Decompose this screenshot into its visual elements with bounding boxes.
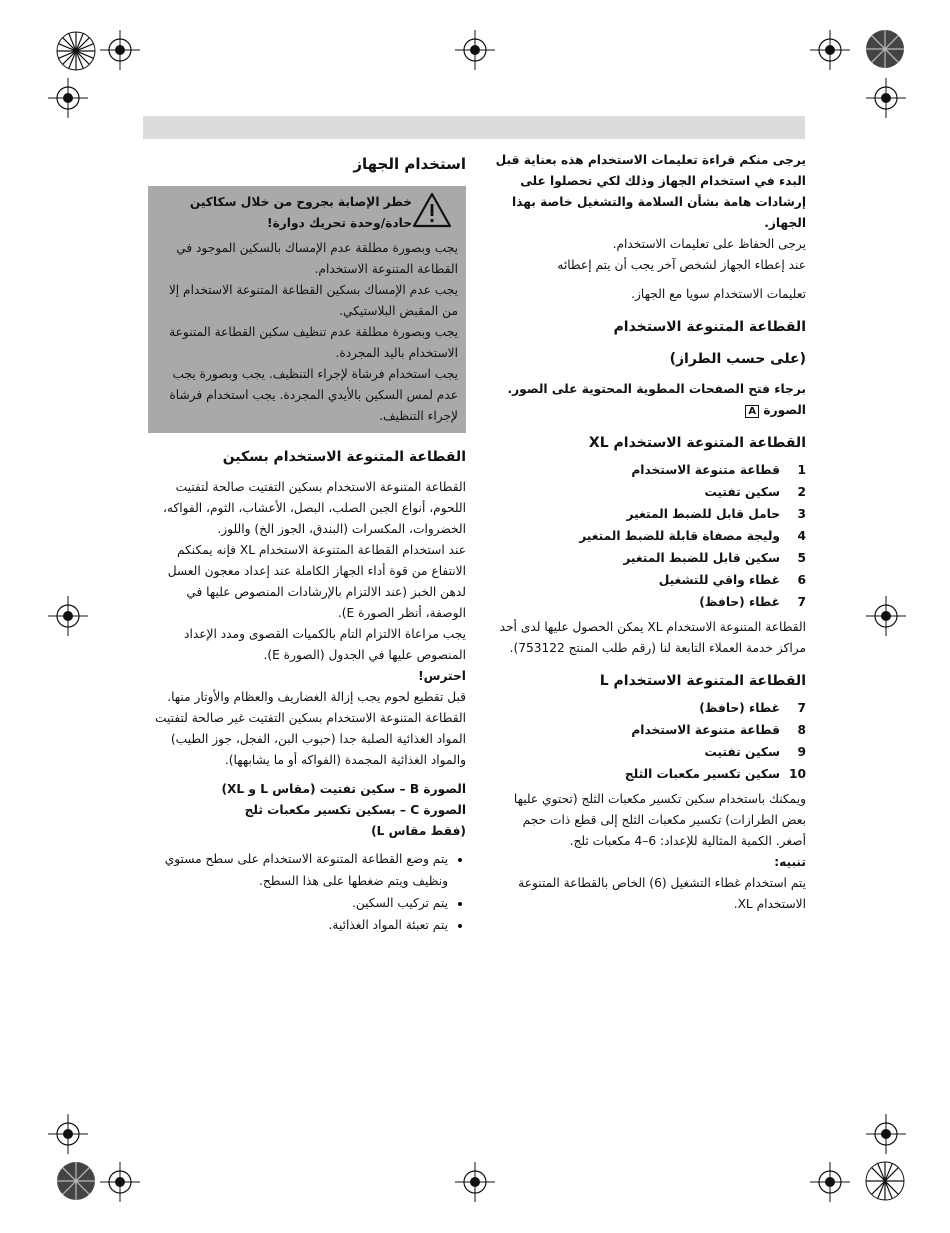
list-item: 5 سكين قابل للضبط المتغير	[623, 551, 806, 565]
list-item: 7 غطاء (حافظ)	[699, 701, 806, 715]
figure-b-caption: الصورة B – سكين تفتيت (مقاس L و XL)	[221, 782, 466, 796]
registration-crosshair-icon	[100, 30, 140, 70]
section-subheading-model: (على حسب الطراز)	[669, 351, 806, 367]
registration-dark-starburst-icon	[55, 1160, 97, 1202]
figure-reference-a	[490, 400, 806, 421]
list-item: • يتم تركيب السكين.	[148, 892, 448, 914]
unsuitable-note: القطاعة المتنوعة الاستخدام بسكين التفتيت غير صالحة لتفتيت المواد الغذائية الصلبة جدا (حبوب البن، الفجل، جوز الطيب) والمواد الغذائية المجمدة (الفواكه أو ما يشابهها).	[155, 711, 466, 767]
knife-paragraph: القطاعة المتنوعة الاستخدام بسكين التفتيت صالحة لتفتيت اللحوم، أنواع الجبن الصلب، البصل، الأعشاب، الثوم، الفواكه، الخضروات، المكسرات (البندق، الجوز الخ) واللوز.	[162, 480, 466, 536]
knife-paragraph: يجب مراعاة الالتزام التام بالكميات القصوى ومدد الإعداد المنصوص عليها في الجدول (الصورة E).	[184, 627, 466, 662]
l-heading: القطاعة المتنوعة الاستخدام L	[599, 673, 806, 689]
knife-heading: القطاعة المتنوعة الاستخدام بسكين	[222, 449, 466, 465]
figure-c-caption: الصورة C – بسكين تكسير مكعبات ثلج	[244, 803, 466, 817]
list-item: 7 غطاء (حافظ)	[699, 595, 806, 609]
xl-heading: القطاعة المتنوعة الاستخدام XL	[588, 435, 806, 451]
xl-parts-list	[490, 459, 806, 613]
warning-box	[148, 186, 466, 433]
figure-label: الصورة	[763, 403, 806, 417]
registration-crosshair-icon	[866, 1114, 906, 1154]
xl-availability-note: القطاعة المتنوعة الاستخدام XL يمكن الحصول عليها لدى أحد مراكز خدمة العملاء التابعة لنا (رقم طلب المنتج 753122).	[499, 620, 806, 655]
list-item: 8 قطاعة متنوعة الاستخدام	[631, 723, 806, 737]
section-heading-cutter: القطاعة المتنوعة الاستخدام	[613, 319, 806, 335]
steps-list	[148, 848, 466, 936]
list-item: 9 سكين تفتيت	[704, 745, 806, 759]
left-column	[148, 152, 466, 936]
list-item: 4 وليجة مصفاة قابلة للضبط المتغير	[579, 529, 806, 543]
registration-crosshair-icon	[866, 78, 906, 118]
l-parts-list	[490, 697, 806, 785]
knife-paragraph: عند استخدام القطاعة المتنوعة الاستخدام XL فإنه يمكنكم الانتفاع من قوة أداء الجهاز الكاملة عند إعداد معجون العسل لدهن الخبز (عند الالتزام بالإرشادات المنصوص عليها في الوصفة، أنظر الصورة E).	[167, 543, 466, 620]
registration-starburst-icon	[864, 1160, 906, 1202]
registration-starburst-icon	[55, 30, 97, 72]
caution-label: احترس!	[418, 669, 466, 683]
warning-line: يجب وبصورة مطلقة عدم تنظيف سكين القطاعة المتنوعة الاستخدام باليد المجردة.	[169, 325, 458, 360]
registration-crosshair-icon	[866, 596, 906, 636]
warning-line: يجب وبصورة مطلقة عدم الإمساك بالسكين الموجود في القطاعة المتنوعة الاستخدام.	[176, 241, 458, 276]
keep-instructions-note: يرجى الحفاظ على تعليمات الاستخدام.	[612, 237, 806, 251]
registration-crosshair-icon	[455, 30, 495, 70]
registration-dark-starburst-icon	[864, 28, 906, 70]
caution-text: قبل تقطيع لحوم يجب إزالة الغضاريف والعظام والأوتار منها.	[167, 690, 466, 704]
figure-c-note: (فقط مقاس L)	[371, 824, 466, 838]
warning-line: يجب عدم الإمساك بسكين القطاعة المتنوعة الاستخدام إلا من المقبض البلاستيكي.	[168, 283, 458, 318]
section-heading-use: استخدام الجهاز	[353, 155, 466, 173]
figure-letter-badge: A	[745, 405, 759, 418]
notice-text: يتم استخدام غطاء التشغيل (6) الخاص بالقطاعة المتنوعة الاستخدام XL.	[518, 876, 806, 911]
warning-line: يجب استخدام فرشاة لإجراء التنظيف. يجب وبصورة يجب عدم لمس السكين بالأيدي المجردة. يجب استخدام فرشاة لإجراء التنظيف.	[169, 367, 458, 423]
give-away-note-cont: تعليمات الاستخدام سويا مع الجهاز.	[631, 287, 806, 301]
list-item: 6 غطاء واقي للتشغيل	[658, 573, 806, 587]
open-pages-instruction: برجاء فتح الصفحات المطوية المحتوية على الصور.	[507, 382, 806, 396]
header-bar	[143, 116, 805, 139]
warning-title: خطر الإصابة بجروح من خلال سكاكين حادة/وحدة تحريك دوارة!	[189, 195, 412, 230]
registration-crosshair-icon	[810, 30, 850, 70]
list-item: 10 سكين تكسير مكعبات الثلج	[624, 767, 806, 781]
list-item: 2 سكين تفتيت	[704, 485, 806, 499]
registration-crosshair-icon	[48, 78, 88, 118]
notice-label: تنبيه:	[774, 855, 806, 869]
list-item: 1 قطاعة متنوعة الاستخدام	[631, 463, 806, 477]
right-column	[490, 150, 806, 915]
registration-crosshair-icon	[48, 596, 88, 636]
warning-triangle-icon	[412, 192, 452, 228]
give-away-note: عند إعطاء الجهاز لشخص آخر يجب أن يتم إعطائه	[557, 258, 806, 272]
list-item: 3 حامل قابل للضبط المتغير	[626, 507, 806, 521]
list-item: • يتم وضع القطاعة المتنوعة الاستخدام على سطح مستوي ونظيف ويتم ضغطها على هذا السطح.	[148, 848, 448, 892]
intro-paragraph: يرجى منكم قراءة تعليمات الاستخدام هذه بعناية قبل البدء في استخدام الجهاز وذلك لكي تحصلوا على إرشادات هامة بشأن السلامة والتشغيل خاصة بهذا الجهاز.	[495, 153, 806, 230]
registration-crosshair-icon	[100, 1162, 140, 1202]
ice-crusher-note: ويمكنك باستخدام سكين تكسير مكعبات الثلج (تحتوي عليها بعض الطرازات) تكسير مكعبات الثلج إلى قطع ذات حجم أصغر. الكمية المثالية للإعداد: 6–4 مكعبات ثلج.	[513, 792, 806, 848]
registration-crosshair-icon	[455, 1162, 495, 1202]
registration-crosshair-icon	[810, 1162, 850, 1202]
registration-crosshair-icon	[48, 1114, 88, 1154]
list-item: • يتم تعبئة المواد الغذائية.	[148, 914, 448, 936]
